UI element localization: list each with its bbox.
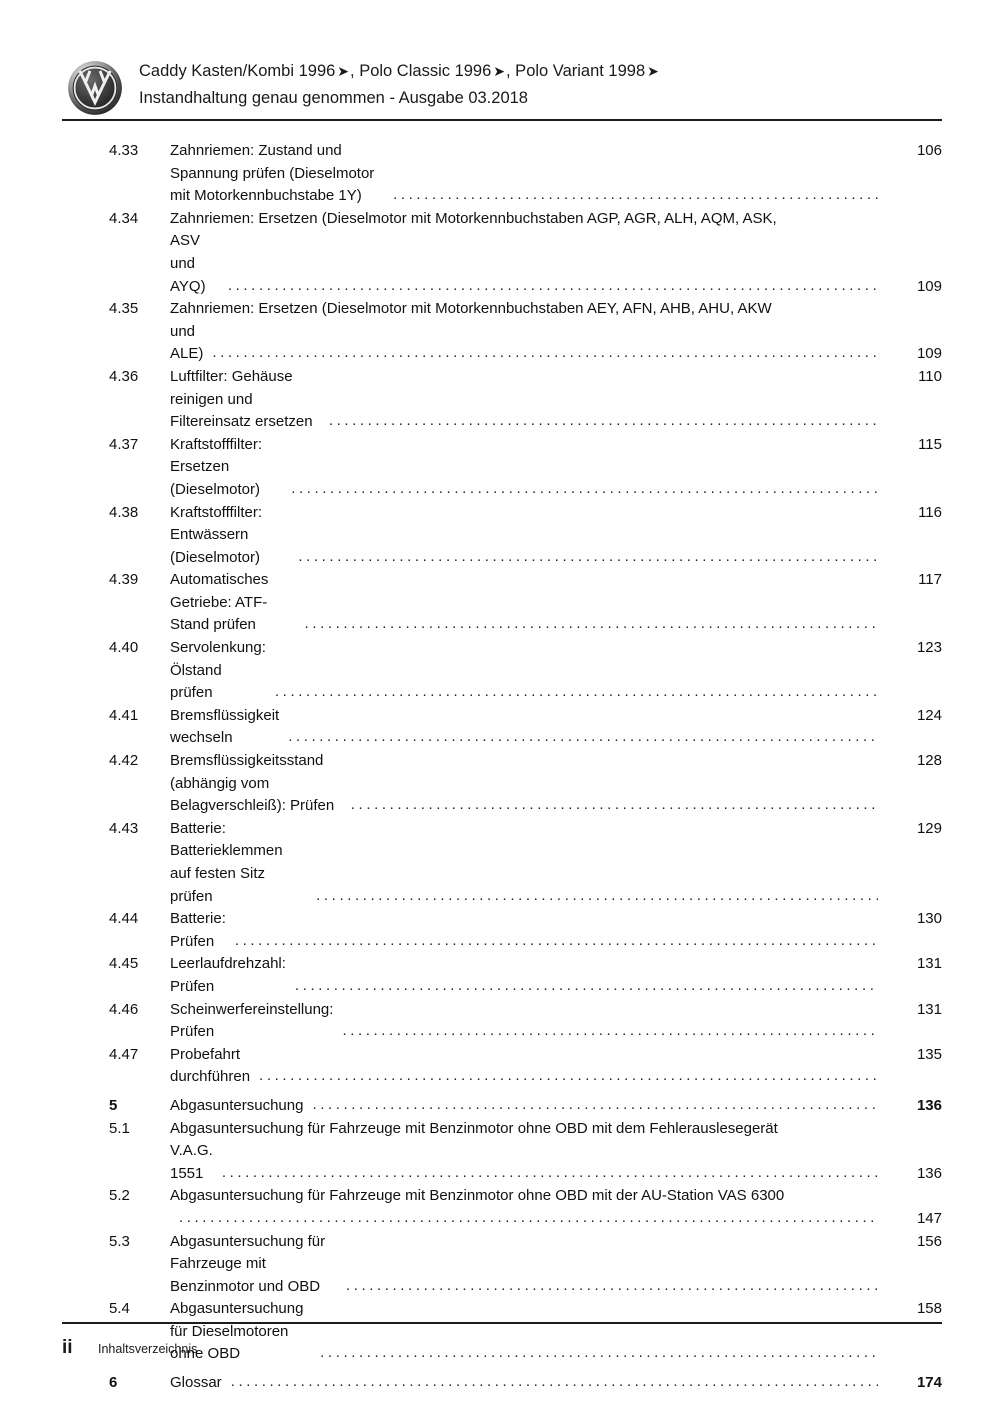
toc-entry[interactable] [62, 1044, 942, 1089]
toc-entry[interactable] [62, 750, 942, 818]
toc-entry-number: 4.42 [109, 752, 139, 770]
toc-entry-leader-line [170, 366, 884, 434]
vw-roundel-logo-icon [67, 60, 123, 116]
header-title-block [139, 58, 660, 112]
toc-entry[interactable] [62, 999, 942, 1044]
toc-entry-number: 4.46 [109, 1000, 139, 1018]
toc-entry-body [124, 1185, 884, 1230]
toc-entry[interactable] [62, 637, 942, 705]
toc-entry-body [124, 1298, 884, 1366]
toc-entry-body [124, 208, 884, 298]
toc-entry-page-number: 136 [916, 1096, 942, 1114]
footer-divider [62, 1322, 942, 1324]
toc-entry[interactable] [62, 1118, 942, 1186]
toc-entry[interactable] [62, 298, 942, 366]
toc-entry[interactable] [62, 140, 942, 208]
toc-entry-leader-line [170, 502, 884, 570]
toc-entry-number: 4.44 [109, 910, 139, 928]
toc-entry-page-number: 136 [916, 1164, 942, 1182]
toc-dot-leader [346, 1275, 878, 1298]
toc-entry-label: Abgasuntersuchung für Fahrzeuge mit Benzinmotor und OBD [170, 1232, 326, 1295]
toc-entry-leader-line [170, 1095, 884, 1118]
toc-dot-leader [351, 794, 878, 817]
toc-entry-number: 4.47 [109, 1045, 139, 1063]
toc-entry-label: Probefahrt durchführen [170, 1045, 251, 1086]
toc-entry-page-number: 130 [916, 910, 942, 928]
toc-entry-page-number: 116 [918, 503, 942, 521]
toc-entry-page-number: 147 [916, 1209, 942, 1227]
toc-entry[interactable] [62, 502, 942, 570]
toc-entry-number: 6 [109, 1374, 118, 1392]
toc-entry-page-number: 131 [916, 955, 942, 973]
toc-dot-leader [275, 681, 878, 704]
toc-entry-leader-line [170, 999, 884, 1044]
toc-entry-page-number: 117 [918, 571, 942, 589]
toc-entry-number: 5.2 [109, 1187, 130, 1205]
toc-entry-page-number: 135 [916, 1045, 942, 1063]
toc-entry-leader-line [170, 140, 884, 208]
toc-dot-leader [288, 726, 878, 749]
toc-entry-number: 4.43 [109, 819, 139, 837]
toc-entry-body [124, 1044, 884, 1089]
toc-entry-label: Bremsflüssigkeitsstand (abhängig vom Belagverschleiß): Prüfen [170, 752, 335, 815]
toc-entry-leader-line [170, 1208, 884, 1231]
toc-entry-leader-line [170, 569, 884, 637]
toc-entry-label: Servolenkung: Ölstand prüfen [170, 639, 266, 702]
toc-entry-label: und ALE) [170, 322, 204, 363]
toc-entry[interactable] [62, 953, 942, 998]
toc-entry-label: Abgasuntersuchung für Dieselmotoren ohne OBD [170, 1300, 304, 1363]
toc-entry[interactable] [62, 208, 942, 298]
toc-entry-leader-line [170, 1372, 884, 1395]
toc-entry-number: 4.34 [109, 209, 139, 227]
model-caddy: Caddy Kasten/Kombi 1996 [139, 62, 336, 80]
toc-entry-label: Scheinwerfereinstellung: Prüfen [170, 1000, 334, 1041]
toc-dot-leader [305, 613, 878, 636]
toc-entry-leader-line [170, 818, 884, 908]
toc-entry-body [124, 1095, 884, 1118]
toc-dot-leader [228, 275, 878, 298]
toc-entry-page-number: 158 [916, 1300, 942, 1318]
toc-entry-label: V.A.G. 1551 [170, 1142, 213, 1182]
toc-entry-label: Glossar [170, 1374, 222, 1392]
toc-entry-label: Kraftstofffilter: Entwässern (Dieselmotor) [170, 503, 262, 566]
toc-entry-label: Batterie: Prüfen [170, 910, 226, 950]
toc-entry-number: 4.33 [109, 142, 139, 159]
page-footer [62, 1337, 197, 1359]
toc-dot-leader [291, 478, 878, 501]
toc-entry-leader-line [170, 230, 884, 298]
header-models-line [139, 58, 660, 85]
toc-entry[interactable] [62, 1372, 942, 1395]
toc-entry-page-number: 131 [916, 1000, 942, 1018]
toc-entry-label: Kraftstofffilter: Ersetzen (Dieselmotor) [170, 435, 262, 498]
toc-entry-label: Abgasuntersuchung für Fahrzeuge mit Benzinmotor ohne OBD mit dem Fehlerauslesegerät [170, 1119, 778, 1137]
toc-entry-number: 4.35 [109, 300, 139, 318]
toc-entry-number: 5.3 [109, 1232, 130, 1250]
toc-dot-leader [222, 1162, 878, 1185]
toc-dot-leader [295, 975, 878, 998]
arrow-icon-3: ➤ [647, 63, 659, 79]
page-header [62, 58, 942, 120]
toc-entry-page-number: 110 [918, 367, 942, 385]
toc-entry-number: 4.36 [109, 367, 139, 385]
toc-entry-leader-line [170, 953, 884, 998]
toc-dot-leader [231, 1371, 878, 1394]
toc-dot-leader [235, 930, 878, 953]
toc-entry-number: 4.39 [109, 571, 139, 589]
header-edition-line: Instandhaltung genau genommen - Ausgabe 03.2018 [139, 89, 528, 107]
toc-entry-leader-line [170, 1044, 884, 1089]
toc-dot-leader [312, 1094, 878, 1117]
header-divider [62, 119, 942, 121]
toc-entry-label: Luftfilter: Gehäuse reinigen und Filtereinsatz ersetzen [170, 367, 313, 431]
toc-dot-leader [316, 885, 878, 908]
toc-entry-label: Automatisches Getriebe: ATF-Stand prüfen [170, 571, 269, 634]
toc-entry-page-number: 115 [918, 435, 942, 453]
toc-dot-leader [298, 546, 878, 569]
toc-dot-leader [342, 1020, 878, 1043]
toc-entry-leader-line [170, 1298, 884, 1366]
toc-dot-leader [259, 1065, 878, 1088]
toc-entry-number: 4.37 [109, 435, 139, 453]
toc-entry-body [124, 434, 884, 502]
model-polo-variant: , Polo Variant 1998 [506, 62, 646, 80]
toc-entry-label: Abgasuntersuchung für Fahrzeuge mit Benzinmotor ohne OBD mit der AU-Station VAS 6300 [170, 1187, 785, 1205]
toc-entry-label: Abgasuntersuchung [170, 1096, 304, 1114]
toc-entry[interactable] [62, 705, 942, 750]
toc-entry-label: Zahnriemen: Ersetzen (Dieselmotor mit Motorkennbuchstaben AEY, AFN, AHB, AHU, AKW [170, 300, 772, 318]
toc-entry-number: 4.40 [109, 639, 139, 657]
toc-entry-label: Leerlaufdrehzahl: Prüfen [170, 955, 286, 995]
toc-entry-body [124, 1372, 884, 1395]
toc-entry-label: Batterie: Batterieklemmen auf festen Sitz prüfen [170, 819, 283, 905]
arrow-icon-2: ➤ [493, 63, 506, 79]
toc-entry-number: 5.1 [109, 1119, 130, 1137]
toc-dot-leader [393, 184, 878, 207]
toc-entry-label: Zahnriemen: Zustand und Spannung prüfen (Dieselmotor mit Motorkennbuchstabe 1Y) [170, 142, 375, 205]
toc-entry-leader-line [170, 705, 884, 750]
toc-entry-label: Zahnriemen: Ersetzen (Dieselmotor mit Motorkennbuchstaben AGP, AGR, ALH, AQM, ASK, [170, 209, 777, 227]
toc-entry-body [124, 705, 884, 750]
toc-entry-leader-line [170, 750, 884, 818]
toc-entry[interactable] [62, 366, 942, 434]
toc-dot-leader [179, 1207, 878, 1230]
toc-entry[interactable] [62, 1231, 942, 1299]
toc-entry-body [124, 953, 884, 998]
toc-entry-page-number: 106 [916, 142, 942, 159]
toc-entry[interactable] [62, 569, 942, 637]
toc-entry-number: 4.41 [109, 706, 139, 724]
toc-entry-body [124, 366, 884, 434]
arrow-icon-1: ➤ [337, 63, 350, 79]
toc-entry-body [124, 999, 884, 1044]
toc-entry-page-number: 128 [916, 752, 942, 770]
toc-entry-body [124, 569, 884, 637]
toc-entry-body [124, 908, 884, 953]
toc-entry-page-number: 129 [916, 819, 942, 837]
toc-dot-leader [329, 410, 878, 433]
footer-section-label: Inhaltsverzeichnis [98, 1342, 198, 1356]
toc-entry-leader-line [170, 321, 884, 366]
toc-entry-page-number: 156 [916, 1232, 942, 1250]
toc-entry-number: 4.38 [109, 503, 139, 521]
toc-entry-leader-line [170, 434, 884, 502]
toc-entry-body [124, 140, 884, 208]
toc-entry[interactable] [62, 908, 942, 953]
toc-entry-page-number: 109 [916, 277, 942, 295]
toc-dot-leader [212, 342, 878, 365]
toc-entry-label: Bremsflüssigkeit wechseln [170, 706, 280, 747]
toc-entry-page-number: 109 [916, 345, 942, 363]
table-of-contents [62, 140, 942, 1395]
toc-entry[interactable] [62, 1095, 942, 1118]
toc-entry-page-number: 123 [916, 639, 942, 657]
toc-entry-number: 5 [109, 1096, 118, 1114]
toc-entry[interactable] [62, 434, 942, 502]
toc-entry-body [124, 502, 884, 570]
toc-entry-body [124, 1231, 884, 1299]
toc-entry-number: 4.45 [109, 955, 139, 973]
toc-entry-leader-line [170, 908, 884, 953]
toc-entry-number: 5.4 [109, 1300, 130, 1318]
toc-entry-label: ASV und AYQ) [170, 232, 206, 295]
toc-entry[interactable] [62, 1185, 942, 1230]
toc-entry-leader-line [170, 1231, 884, 1299]
toc-entry-body [124, 637, 884, 705]
toc-entry-body [124, 298, 884, 366]
toc-entry-page-number: 124 [916, 706, 942, 724]
toc-entry[interactable] [62, 818, 942, 908]
toc-dot-leader [320, 1342, 878, 1365]
toc-entry-leader-line [170, 637, 884, 705]
toc-entry-leader-line [170, 1140, 884, 1185]
toc-entry-body [124, 1118, 884, 1186]
toc-entry-body [124, 818, 884, 908]
toc-entry-body [124, 750, 884, 818]
footer-page-number: ii [62, 1337, 73, 1358]
model-polo-classic: , Polo Classic 1996 [350, 62, 492, 80]
toc-entry-page-number: 174 [916, 1374, 942, 1392]
